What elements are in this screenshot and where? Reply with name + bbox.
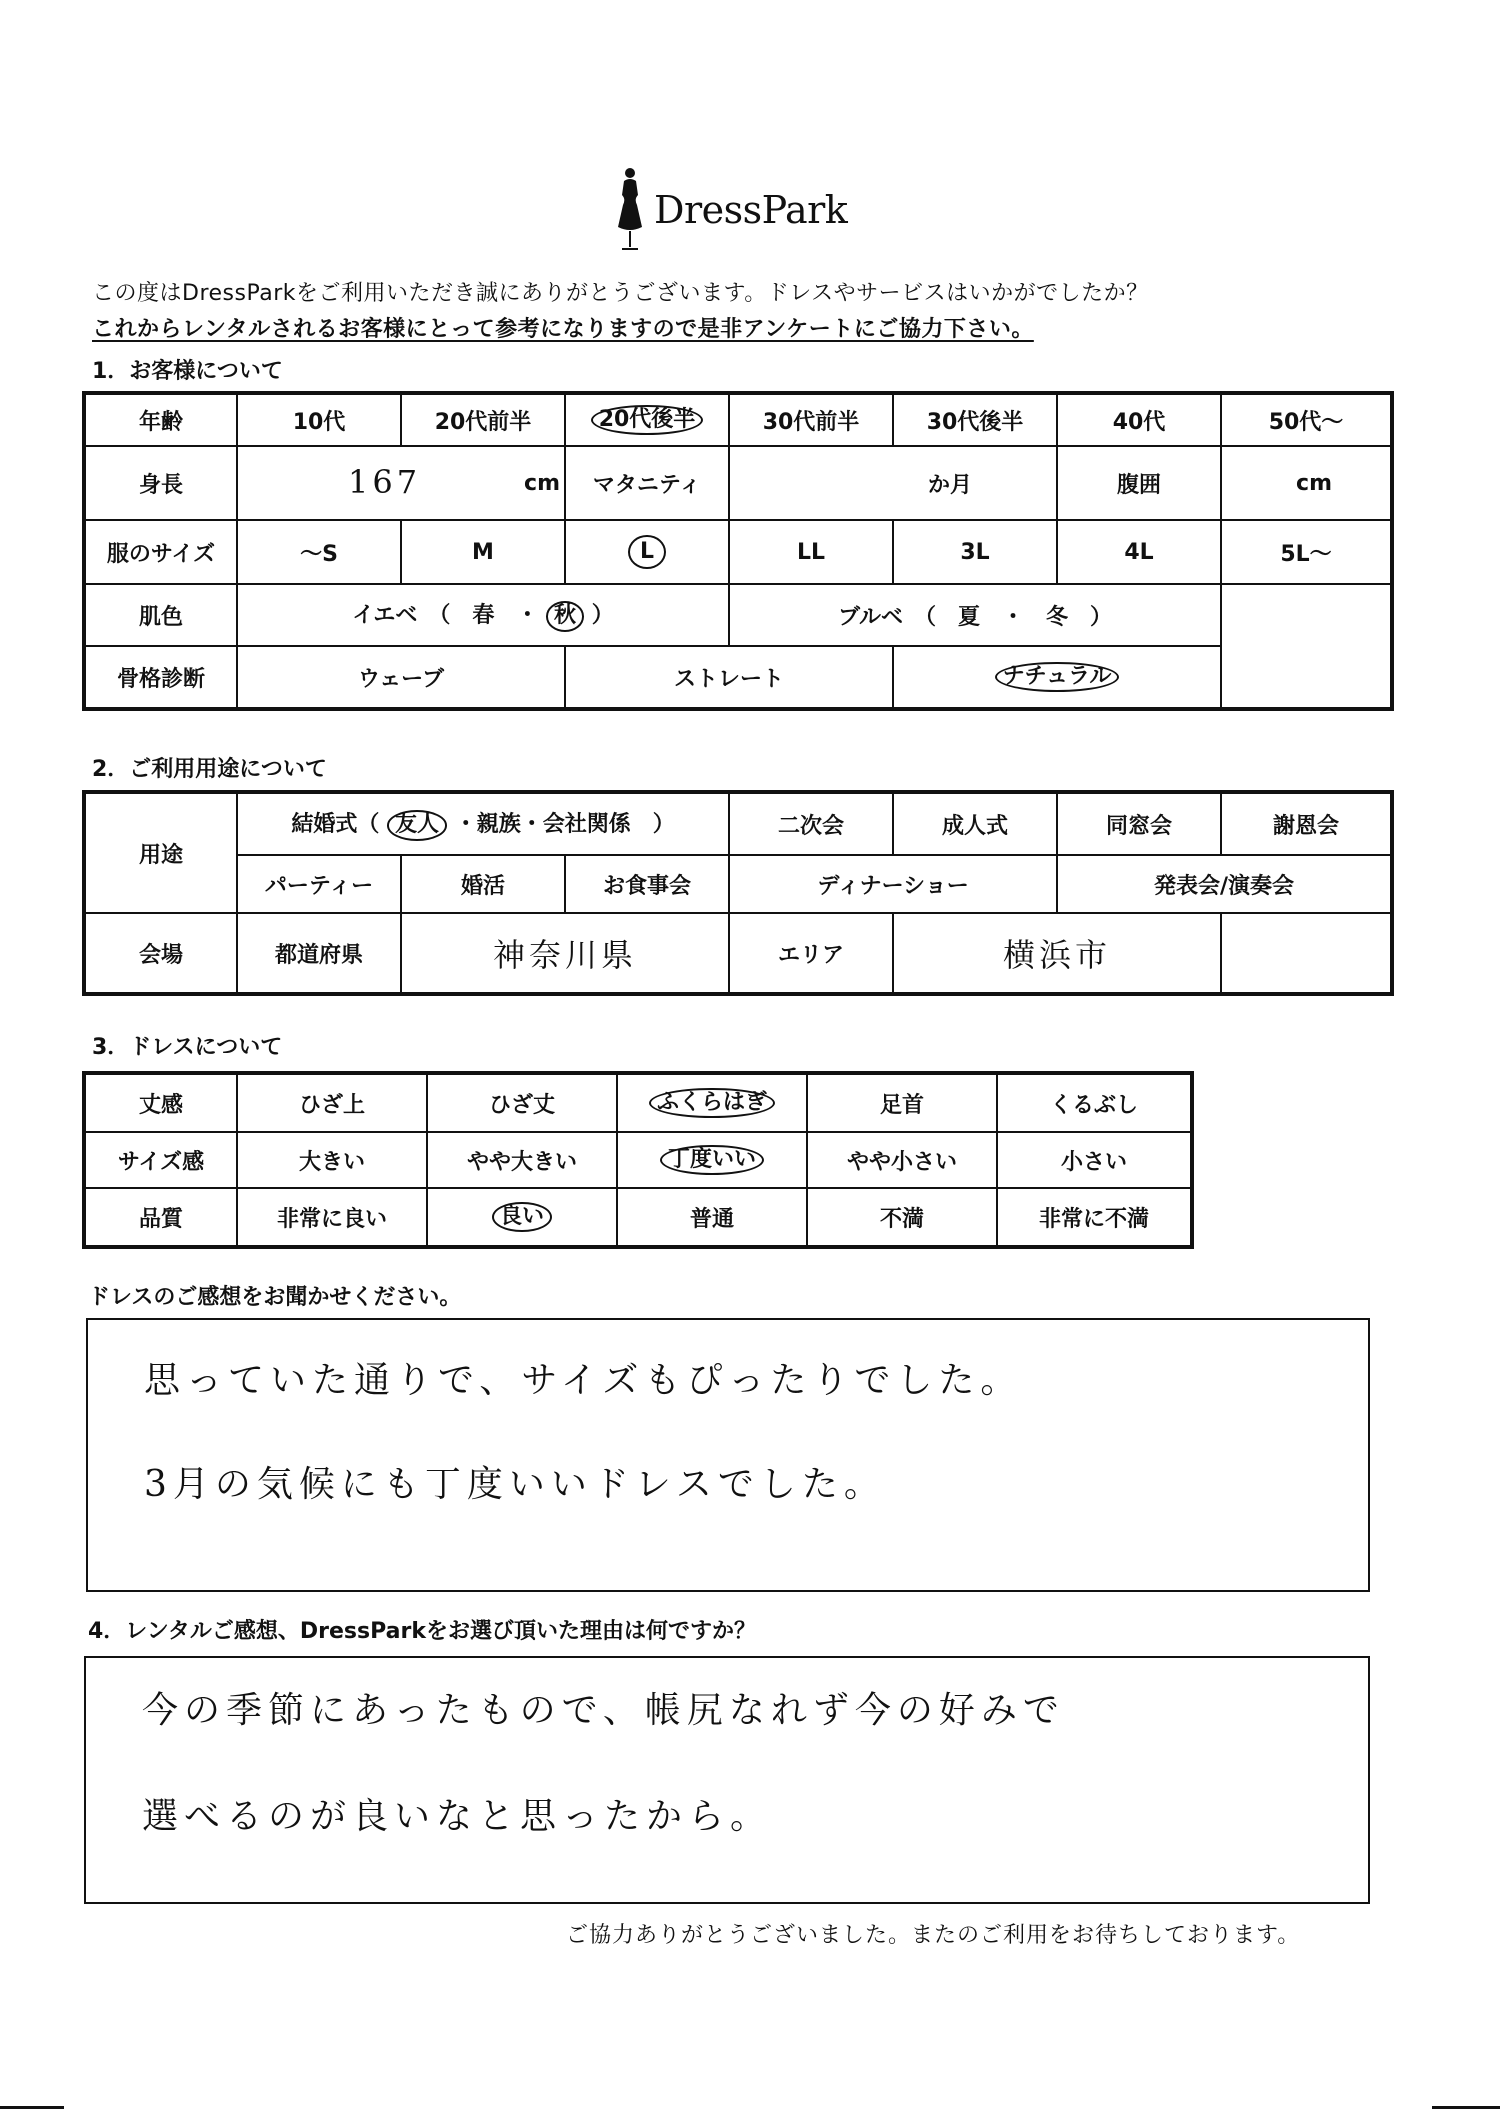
size-label: 服のサイズ [85,520,237,584]
fit-option[interactable]: やや大きい [427,1132,617,1188]
prefecture-label: 都道府県 [237,913,401,993]
reason-box[interactable] [84,1656,1370,1904]
frame-option[interactable]: ストレート [565,646,893,708]
purpose-option[interactable]: 発表会/演奏会 [1057,855,1391,913]
height-value: 167 [348,463,422,501]
empty-cell [1221,646,1391,708]
quality-label: 品質 [85,1188,237,1246]
selection-circle: ナチュラル [995,662,1120,692]
quality-option[interactable]: 非常に不満 [997,1188,1191,1246]
fit-option[interactable]: 小さい [997,1132,1191,1188]
size-option[interactable]: ～S [237,520,401,584]
purpose-option[interactable]: 婚活 [401,855,565,913]
intro-line-1: この度はDressParkをご利用いただき誠にありがとうございます。ドレスやサービスはいかがでしたか？ [92,281,1149,306]
purpose-option[interactable]: 同窓会 [1057,793,1221,855]
length-row [85,1074,1191,1132]
purpose-row-2 [85,855,1391,913]
impression-line: 3月の気候にも丁度いいドレスでした。 [144,1464,886,1505]
purpose-option[interactable]: お食事会 [565,855,729,913]
impression-box[interactable] [86,1318,1370,1592]
purpose-option[interactable]: 謝恩会 [1221,793,1391,855]
empty-cell [1221,584,1391,646]
length-option-selected[interactable] [617,1074,807,1132]
length-option[interactable]: くるぶし [997,1074,1191,1132]
venue-label: 会場 [85,913,237,993]
waist-unit: cm [1296,470,1332,496]
section1-title: 1．お客様について [92,359,283,384]
customer-table [84,393,1392,709]
quality-row [85,1188,1191,1246]
size-option[interactable]: M [401,520,565,584]
selection-circle: 丁度いい [660,1145,764,1175]
length-label: 丈感 [85,1074,237,1132]
skin-label: 肌色 [85,584,237,646]
waist-label: 腹囲 [1057,446,1221,520]
fit-option[interactable]: やや小さい [807,1132,997,1188]
purpose-row-1 [85,793,1391,855]
selection-circle: 20代後半 [591,405,704,435]
dress-form-icon [610,165,650,255]
closing-message: ご協力ありがとうございました。またのご利用をお待ちしております。 [566,1923,1301,1948]
reason-line: 今の季節にあったもので、帳尻なれず今の好みで [142,1690,1065,1731]
size-option[interactable]: 4L [1057,520,1221,584]
section2-title: 2．ご利用用途について [92,757,327,782]
age-option[interactable]: 30代前半 [729,394,893,446]
size-option[interactable]: 3L [893,520,1057,584]
purpose-option[interactable]: 成人式 [893,793,1057,855]
skin-yellow[interactable] [237,584,729,646]
length-option[interactable]: 足首 [807,1074,997,1132]
area-field[interactable] [893,913,1221,993]
frame-row [85,646,1391,708]
height-field[interactable] [237,446,565,520]
quality-option[interactable]: 不満 [807,1188,997,1246]
fit-option-selected[interactable] [617,1132,807,1188]
maternity-label: マタニティ [565,446,729,520]
wedding-suffix: ・親族・会社関係 ） [454,812,675,838]
size-option[interactable]: 5L～ [1221,520,1391,584]
maternity-field[interactable] [729,446,1057,520]
frame-option[interactable]: ウェーブ [237,646,565,708]
fit-option[interactable]: 大きい [237,1132,427,1188]
brand-name: DressPark [654,188,848,232]
age-option[interactable]: 30代後半 [893,394,1057,446]
brand-logo [610,165,847,255]
age-option-selected[interactable] [565,394,729,446]
skin-yellow-suffix: ） [591,603,614,629]
selection-circle: ふくらはぎ [649,1088,775,1118]
age-option[interactable]: 50代～ [1221,394,1391,446]
height-unit: cm [524,471,560,496]
purpose-option[interactable]: ディナーショー [729,855,1057,913]
frame-option-selected[interactable] [893,646,1221,708]
age-option[interactable]: 10代 [237,394,401,446]
reason-line: 選べるのが良いなと思ったから。 [142,1796,773,1837]
age-label: 年齢 [85,394,237,446]
selection-circle: 友人 [387,810,447,840]
size-option[interactable]: LL [729,520,893,584]
selection-circle: L [628,535,666,569]
prefecture-field[interactable] [401,913,729,993]
maternity-unit: か月 [927,472,972,498]
section4-title: 4．レンタルご感想、DressParkをお選び頂いた理由は何ですか？ [88,1619,756,1644]
skin-blue[interactable]: ブルベ （ 夏 ・ 冬 ） [729,584,1221,646]
age-option[interactable]: 40代 [1057,394,1221,446]
skin-yellow-prefix: イエベ （ 春 ・ [352,603,539,629]
impression-line: 思っていた通りで、サイズもぴったりでした。 [144,1360,1023,1401]
length-option[interactable]: ひざ丈 [427,1074,617,1132]
fit-label: サイズ感 [85,1132,237,1188]
purpose-wedding[interactable] [237,793,729,855]
frame-label: 骨格診断 [85,646,237,708]
scan-artifact [0,2106,64,2109]
quality-option[interactable]: 非常に良い [237,1188,427,1246]
fit-row [85,1132,1191,1188]
purpose-label: 用途 [85,793,237,913]
wedding-prefix: 結婚式（ [291,812,380,838]
selection-circle: 良い [492,1202,552,1232]
length-option[interactable]: ひざ上 [237,1074,427,1132]
usage-table [84,792,1392,994]
empty-cell [1221,913,1391,993]
purpose-option[interactable]: パーティー [237,855,401,913]
height-label: 身長 [85,446,237,520]
purpose-option[interactable]: 二次会 [729,793,893,855]
area-label: エリア [729,913,893,993]
age-row [85,394,1391,446]
quality-option-selected[interactable] [427,1188,617,1246]
dress-table [84,1073,1192,1247]
selection-circle: 秋 [546,601,584,631]
height-row [85,446,1391,520]
venue-row [85,913,1391,993]
intro-line-2: これからレンタルされるお客様にとって参考になりますので是非アンケートにご協力下さい。 [92,317,1034,342]
waist-field[interactable] [1221,446,1391,520]
scan-artifact [1432,2106,1500,2109]
quality-option[interactable]: 普通 [617,1188,807,1246]
impression-prompt: ドレスのご感想をお聞かせください。 [88,1285,462,1310]
section3-title: 3．ドレスについて [92,1035,283,1060]
size-row [85,520,1391,584]
prefecture-value: 神奈川県 [493,936,638,974]
size-option-selected[interactable] [565,520,729,584]
age-option[interactable]: 20代前半 [401,394,565,446]
area-value: 横浜市 [1003,936,1112,974]
skin-row [85,584,1391,646]
